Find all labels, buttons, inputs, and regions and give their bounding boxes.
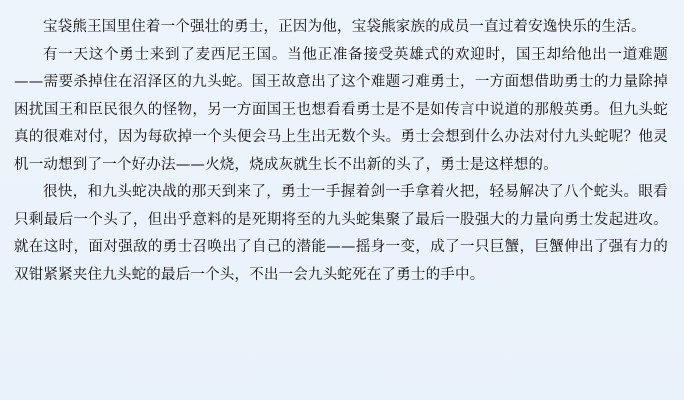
- paragraph-3: 很快，和九头蛇决战的那天到来了，勇士一手握着剑一手拿着火把，轻易解决了八个蛇头。眼看只剩最后一个头了，但出乎意料的是死期将至的九头蛇集聚了最后一股强大的力量向勇士发起进攻。就在这时，面对强敌的勇士召唤出了自己的潜能——摇身一变，成了一只巨蟹，巨蟹伸出了强有力的双钳紧紧夹住九头蛇的最后一个头，不出一会九头蛇死在了勇士的手中。: [14, 184, 668, 283]
- paragraph-2: 有一天这个勇士来到了麦西尼王国。当他正准备接受英雄式的欢迎时，国王却给他出一道难题——需要杀掉住在沼泽区的九头蛇。国王故意出了这个难题刁难勇士，一方面想借助勇士的力量除掉困扰国王和臣民很久的怪物，另一方面国王也想看看勇士是不是如传言中说道的那般英勇。但九头蛇真的很难对付，因为每砍掉一个头便会马上生出无数个头。勇士会想到什么办法对付九头蛇呢？他灵机一动想到了一个好办法——火烧，烧成灰就生长不出新的头了，勇士是这样想的。: [14, 46, 668, 173]
- paragraph-1: 宝袋熊王国里住着一个强壮的勇士，正因为他，宝袋熊家族的成员一直过着安逸快乐的生活。: [43, 19, 646, 35]
- story-text-body: [14, 14, 668, 289]
